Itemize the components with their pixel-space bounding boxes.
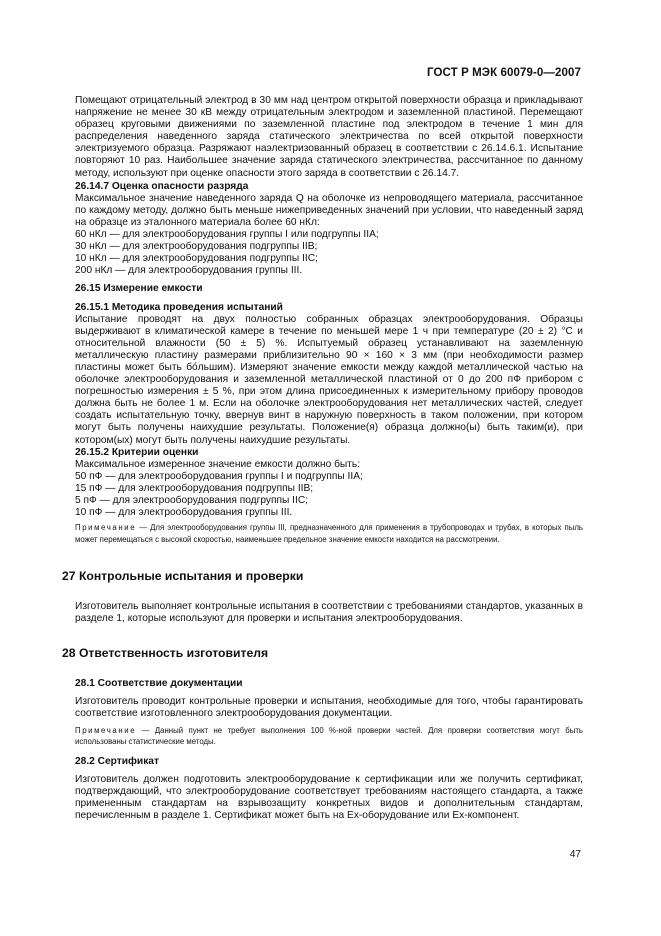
- heading-28-1: 28.1 Соответствие документации: [75, 677, 243, 689]
- heading-26-15-2: 26.15.2 Критерии оценки: [75, 446, 199, 458]
- list-item: 5 пФ — для электрооборудования подгруппы IIC;: [75, 495, 309, 506]
- paragraph-capacitance-test: Испытание проводят на двух полностью собранных образцах электрооборудования. Образцы выдерживают в климатической камере в течение по меньшей мере 1 ч при температуре (20 ± 2) °C и относительной влажности (50 ± 5) %. Испытуемый образец устанавливают на заземленную металлическую пластину размерами приблизительно 90 × 160 × 3 мм (при необходимости размер пластины может быть бо́льшим). Измеряют значение емкости между каждой металлической частью на оболочке электрооборудования и заземленной металлической пластиной от 0 до 200 пФ прибором с погрешностью измерения ± 5 %, при этом длина присоединенных к измерительному прибору проводов должна быть не более 1 м. Если на оболочке электрооборудования нет металлических частей, следует создать испытательную точку, ввернув винт в наружную поверхность в таком положении, при котором могут быть получены наихудшие результаты. Положение(я) образца должно(ы) быть таким(и), при котором(ых) могут быть получены наихудшие результаты.: [75, 313, 583, 446]
- list-item: 15 пФ — для электрооборудования подгруппы IIB;: [75, 482, 314, 494]
- document-body: [62, 95, 583, 823]
- paragraph-max-charge: Максимальное значение наведенного заряда Q на оболочке из непроводящего материала, рассчитанное по каждому методу, должно быть меньше нижеприведенных значений при условии, что наведенный заряд на образце из эталонного материала более 60 нКл:: [75, 192, 583, 228]
- list-item: 60 нКл — для электрооборудования группы I или подгруппы IIA;: [75, 229, 379, 241]
- paragraph-routine-tests: Изготовитель выполняет контрольные испытания в соответствии с требованиями стандартов, указанных в разделе 1, которые используют для проверки и испытания электрооборудования.: [75, 601, 583, 625]
- section-title-27: 27 Контрольные испытания и проверки: [62, 569, 304, 584]
- paragraph-discharge-procedure: Помещают отрицательный электрод в 30 мм над центром открытой поверхности образца и прикладывают напряжение не менее 30 кВ между отрицательным электродом и заземленной пластиной. Перемещают образец круговыми движениями по заземленной пластине под электродом в течение 1 мин для распределения наведенного заряда статического электричества по всей открытой поверхности электризуемого образца. Разряжают наэлектризованный образец в соответствии с 26.14.6.1. Испытание повторяют 10 раз. Наибольшее значение заряда статического электричества, рассчитанное по данному методу, используют при оценке опасности этого заряда в соответствии с 26.14.7.: [75, 95, 583, 179]
- document-header: ГОСТ Р МЭК 60079-0—2007: [427, 67, 581, 79]
- note-text: — Данный пункт не требует выполнения 100 %-ной проверки частей. Для проверки соответствия могут быть использованы статистические методы.: [75, 725, 583, 747]
- paragraph-conformity: Изготовитель проводит контрольные проверки и испытания, необходимые для того, чтобы гарантировать соответствие изготовленного электрооборудования документации.: [75, 695, 583, 719]
- note-label: Примечание: [75, 725, 137, 735]
- list-item: 10 пФ — для электрооборудования группы III.: [75, 507, 293, 519]
- list-item: 50 пФ — для электрооборудования группы I и подгруппы IIA;: [75, 470, 363, 482]
- list-item: 200 нКл — для электрооборудования группы III.: [75, 265, 303, 277]
- note-label: Примечание: [75, 523, 137, 533]
- note-group-iii: [75, 522, 583, 545]
- heading-26-15: 26.15 Измерение емкости: [75, 283, 203, 295]
- heading-26-14-7: 26.14.7 Оценка опасности разряда: [75, 180, 249, 192]
- list-item: 10 нКл — для электрооборудования подгруппы IIC;: [75, 253, 318, 265]
- paragraph-max-capacitance: Максимальное измеренное значение емкости должно быть:: [75, 458, 361, 470]
- heading-26-15-1: 26.15.1 Методика проведения испытаний: [75, 301, 283, 313]
- page-number: 47: [569, 849, 581, 860]
- heading-28-2: 28.2 Сертификат: [75, 756, 159, 768]
- section-title-28: 28 Ответственность изготовителя: [62, 645, 269, 660]
- note-text: — Для электрооборудования группы III, предназначенного для применения в трубопроводах и трубах, в которых пыль может перемещаться с высокой скоростью, наименьшее предельное значение емкости находится на рассмотрении.: [75, 523, 583, 544]
- paragraph-certificate: Изготовитель должен подготовить электрооборудование к сертификации или же получить сертификат, подтверждающий, что электрооборудование соответствует требованиям настоящего стандарта, а также примененным стандартам на взрывозащиту конкретных видов и дополнительным стандартам, перечисленным в разделе 1. Сертификат может быть на Ex-оборудование или Ex-компонент.: [75, 774, 583, 822]
- list-item: 30 нКл — для электрооборудования подгруппы IIB;: [75, 241, 318, 253]
- note-statistical-methods: [75, 725, 583, 748]
